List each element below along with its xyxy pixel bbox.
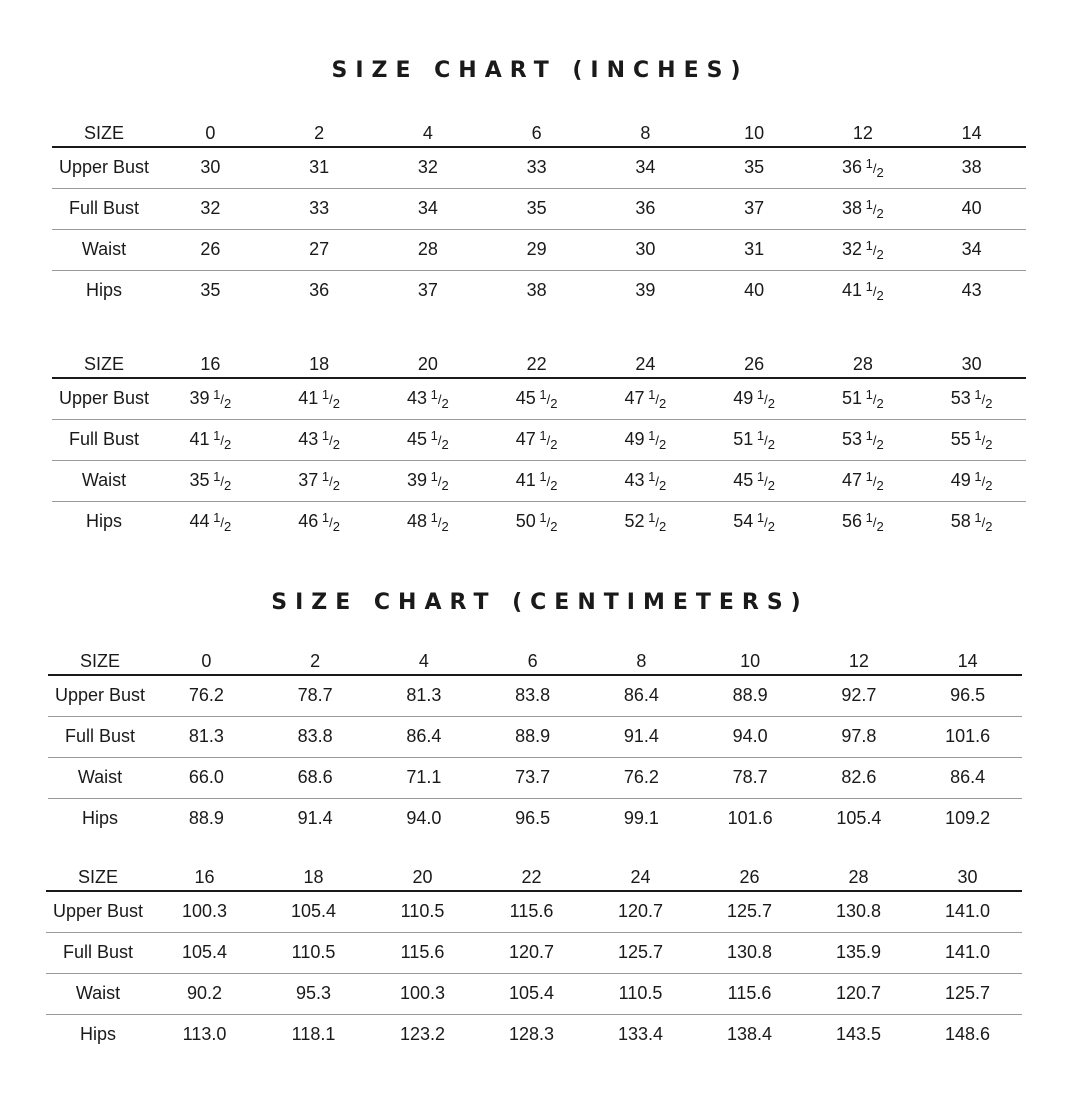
- measurement-value: 125.7: [617, 942, 664, 962]
- size-header: 8: [640, 123, 651, 143]
- table-row: [52, 501, 1026, 542]
- measurement-value: 86.4: [623, 685, 659, 706]
- measurement-value: 33: [309, 198, 330, 218]
- fraction: $^1/_2$: [974, 427, 993, 452]
- fraction: $^1/_2$: [865, 237, 884, 262]
- measurement-value: 109.2: [945, 808, 991, 829]
- measurement-value: 99.1: [623, 808, 659, 829]
- measurement-value: 88.9: [515, 726, 551, 746]
- size-header: 14: [957, 651, 978, 671]
- size-header: 12: [852, 123, 873, 143]
- fraction: $^1/_2$: [321, 468, 340, 493]
- measurement-value: 38: [526, 280, 547, 301]
- measurement-value: 58 $^1/_2$: [950, 509, 993, 534]
- table-row: [46, 891, 1022, 932]
- measurement-label: Upper Bust: [52, 901, 144, 922]
- measurement-value: 39: [635, 280, 656, 301]
- measurement-value: 49 $^1/_2$: [950, 468, 993, 493]
- measurement-value: 31: [309, 157, 330, 178]
- measurement-value: 45 $^1/_2$: [407, 427, 449, 452]
- size-table-cm-small: [48, 644, 1022, 839]
- measurement-value: 95.3: [295, 983, 332, 1003]
- fraction: $^1/_2$: [974, 468, 993, 493]
- size-header-label: SIZE: [79, 651, 120, 671]
- size-table-cm-large: [46, 860, 1022, 1055]
- measurement-value: 100.3: [181, 901, 228, 922]
- measurement-value: 83.8: [297, 726, 333, 746]
- measurement-value: 94.0: [406, 808, 442, 829]
- measurement-value: 37: [417, 280, 438, 301]
- fraction: $^1/_2$: [321, 386, 340, 411]
- fraction: $^1/_2$: [430, 427, 449, 452]
- table-row: [52, 460, 1026, 501]
- measurement-label: Full Bust: [68, 429, 140, 449]
- fraction: $^1/_2$: [865, 427, 884, 452]
- table-row: [52, 188, 1026, 229]
- measurement-value: 120.7: [617, 901, 664, 922]
- size-header: 8: [636, 651, 647, 671]
- fraction: $^1/_2$: [756, 427, 775, 452]
- table-row: [46, 973, 1022, 1014]
- measurement-value: 51 $^1/_2$: [733, 427, 775, 452]
- measurement-value: 78.7: [732, 767, 768, 787]
- fraction: $^1/_2$: [430, 386, 449, 411]
- measurement-label: Full Bust: [62, 942, 134, 962]
- size-header: 2: [310, 651, 321, 671]
- measurement-value: 45 $^1/_2$: [515, 386, 558, 411]
- measurement-value: 94.0: [732, 726, 768, 746]
- measurement-value: 88.9: [732, 685, 768, 706]
- measurement-value: 120.7: [835, 983, 882, 1003]
- fraction: $^1/_2$: [648, 386, 667, 411]
- measurement-value: 130.8: [835, 901, 882, 922]
- measurement-label: Upper Bust: [58, 388, 150, 409]
- measurement-value: 76.2: [188, 685, 224, 706]
- size-header: 24: [630, 867, 651, 887]
- table-row: [48, 675, 1022, 716]
- measurement-value: 141.0: [944, 942, 991, 962]
- measurement-value: 38: [961, 157, 982, 178]
- measurement-value: 81.3: [406, 685, 442, 706]
- measurement-value: 34: [635, 157, 656, 178]
- measurement-value: 31: [744, 239, 765, 259]
- table-header-row: [52, 347, 1026, 378]
- measurement-label: Hips: [85, 280, 122, 301]
- measurement-value: 128.3: [508, 1024, 555, 1045]
- fraction: $^1/_2$: [974, 386, 993, 411]
- measurement-value: 73.7: [515, 767, 551, 787]
- fraction: $^1/_2$: [974, 509, 993, 534]
- measurement-value: 68.6: [297, 767, 333, 787]
- measurement-label: Hips: [81, 808, 118, 829]
- measurement-value: 35: [744, 157, 765, 178]
- measurement-value: 28: [417, 239, 438, 259]
- size-header-label: SIZE: [83, 354, 124, 374]
- measurement-value: 33: [526, 157, 547, 178]
- measurement-value: 86.4: [950, 767, 986, 787]
- measurement-value: 44 $^1/_2$: [189, 509, 232, 534]
- size-header: 26: [744, 354, 765, 374]
- size-header: 6: [527, 651, 538, 671]
- fraction: $^1/_2$: [648, 427, 667, 452]
- fraction: $^1/_2$: [865, 155, 884, 180]
- measurement-value: 36 $^1/_2$: [842, 155, 884, 180]
- measurement-value: 133.4: [617, 1024, 664, 1045]
- measurement-value: 92.7: [841, 685, 877, 706]
- measurement-value: 41 $^1/_2$: [189, 427, 232, 452]
- size-header: 20: [417, 354, 438, 374]
- measurement-value: 115.6: [509, 901, 554, 922]
- measurement-value: 40: [961, 198, 982, 218]
- table-row: [52, 378, 1026, 419]
- measurement-value: 32: [200, 198, 221, 218]
- measurement-value: 105.4: [181, 942, 228, 962]
- table-row: [46, 932, 1022, 973]
- fraction: $^1/_2$: [430, 468, 449, 493]
- measurement-value: 51 $^1/_2$: [842, 386, 884, 411]
- table-row: [48, 716, 1022, 757]
- measurement-value: 36: [635, 198, 656, 218]
- measurement-value: 40: [744, 280, 765, 301]
- fraction: $^1/_2$: [865, 386, 884, 411]
- section-title-centimeters: SIZE CHART (CENTIMETERS): [271, 590, 809, 615]
- fraction: $^1/_2$: [539, 427, 558, 452]
- measurement-value: 41 $^1/_2$: [515, 468, 558, 493]
- measurement-value: 37 $^1/_2$: [298, 468, 340, 493]
- size-header: 16: [194, 867, 215, 887]
- table-header-row: [46, 860, 1022, 891]
- size-header-label: SIZE: [77, 867, 118, 887]
- measurement-value: 105.4: [290, 901, 337, 922]
- measurement-value: 138.4: [726, 1024, 773, 1045]
- measurement-value: 125.7: [944, 983, 991, 1003]
- size-header: 0: [201, 651, 212, 671]
- fraction: $^1/_2$: [539, 386, 558, 411]
- measurement-value: 26: [200, 239, 221, 259]
- measurement-value: 43 $^1/_2$: [624, 468, 667, 493]
- measurement-value: 47 $^1/_2$: [842, 468, 884, 493]
- measurement-label: Waist: [81, 239, 127, 259]
- measurement-value: 101.6: [727, 808, 773, 829]
- measurement-value: 135.9: [835, 942, 882, 962]
- fraction: $^1/_2$: [213, 427, 232, 452]
- measurement-value: 123.2: [399, 1024, 446, 1045]
- measurement-value: 56 $^1/_2$: [842, 509, 884, 534]
- fraction: $^1/_2$: [213, 509, 232, 534]
- size-header: 16: [200, 354, 221, 374]
- measurement-label: Hips: [79, 1024, 116, 1045]
- measurement-value: 53 $^1/_2$: [950, 386, 993, 411]
- measurement-value: 30: [635, 239, 656, 259]
- measurement-value: 96.5: [950, 685, 986, 706]
- size-header: 10: [744, 123, 765, 143]
- measurement-value: 34: [417, 198, 438, 218]
- size-header: 28: [852, 354, 873, 374]
- fraction: $^1/_2$: [865, 196, 884, 221]
- measurement-value: 91.4: [297, 808, 333, 829]
- measurement-value: 90.2: [186, 983, 223, 1003]
- table-row: [48, 798, 1022, 839]
- size-table-inches-small: [52, 116, 1026, 311]
- measurement-label: Hips: [85, 511, 122, 532]
- measurement-value: 120.7: [508, 942, 555, 962]
- measurement-value: 76.2: [623, 767, 659, 787]
- size-header: 6: [531, 123, 542, 143]
- measurement-value: 66.0: [188, 767, 224, 787]
- fraction: $^1/_2$: [539, 468, 558, 493]
- table-row: [48, 757, 1022, 798]
- table-header-row: [48, 644, 1022, 675]
- size-header: 2: [314, 123, 325, 143]
- measurement-value: 47 $^1/_2$: [515, 427, 558, 452]
- fraction: $^1/_2$: [756, 468, 775, 493]
- measurement-value: 35: [526, 198, 547, 218]
- measurement-label: Waist: [77, 767, 123, 787]
- measurement-value: 32: [417, 157, 438, 178]
- measurement-value: 113.0: [182, 1024, 227, 1045]
- table-row: [52, 270, 1026, 311]
- fraction: $^1/_2$: [213, 468, 232, 493]
- measurement-value: 49 $^1/_2$: [624, 427, 667, 452]
- fraction: $^1/_2$: [756, 386, 775, 411]
- measurement-label: Upper Bust: [58, 157, 150, 178]
- measurement-value: 118.1: [291, 1024, 336, 1045]
- size-header-label: SIZE: [83, 123, 124, 143]
- measurement-value: 50 $^1/_2$: [515, 509, 558, 534]
- measurement-value: 115.6: [727, 983, 772, 1003]
- size-header: 18: [303, 867, 324, 887]
- measurement-value: 37: [744, 198, 765, 218]
- measurement-value: 88.9: [188, 808, 224, 829]
- measurement-value: 45 $^1/_2$: [733, 468, 775, 493]
- size-header: 26: [739, 867, 760, 887]
- measurement-value: 55 $^1/_2$: [950, 427, 993, 452]
- measurement-value: 30: [200, 157, 221, 178]
- fraction: $^1/_2$: [865, 468, 884, 493]
- measurement-value: 101.6: [945, 726, 991, 746]
- measurement-value: 71.1: [406, 767, 442, 787]
- measurement-value: 100.3: [399, 983, 446, 1003]
- measurement-value: 46 $^1/_2$: [298, 509, 340, 534]
- size-header: 14: [961, 123, 982, 143]
- measurement-value: 96.5: [515, 808, 551, 829]
- size-header: 20: [412, 867, 433, 887]
- measurement-value: 110.5: [618, 983, 663, 1003]
- measurement-value: 41 $^1/_2$: [842, 278, 884, 303]
- fraction: $^1/_2$: [539, 509, 558, 534]
- table-row: [52, 147, 1026, 188]
- fraction: $^1/_2$: [213, 386, 232, 411]
- size-header: 4: [418, 651, 429, 671]
- measurement-value: 35: [200, 280, 221, 301]
- fraction: $^1/_2$: [321, 427, 340, 452]
- measurement-value: 143.5: [835, 1024, 882, 1045]
- measurement-value: 91.4: [623, 726, 659, 746]
- size-header: 18: [309, 354, 330, 374]
- measurement-value: 148.6: [944, 1024, 991, 1045]
- measurement-label: Upper Bust: [54, 685, 146, 706]
- measurement-value: 41 $^1/_2$: [298, 386, 340, 411]
- measurement-value: 83.8: [515, 685, 551, 706]
- size-header: 4: [422, 123, 433, 143]
- section-title-inches: SIZE CHART (INCHES): [331, 58, 749, 83]
- measurement-value: 38 $^1/_2$: [842, 196, 884, 221]
- fraction: $^1/_2$: [648, 468, 667, 493]
- table-row: [46, 1014, 1022, 1055]
- measurement-value: 125.7: [726, 901, 773, 922]
- measurement-value: 43 $^1/_2$: [407, 386, 449, 411]
- measurement-value: 81.3: [188, 726, 224, 746]
- measurement-value: 130.8: [726, 942, 773, 962]
- fraction: $^1/_2$: [648, 509, 667, 534]
- measurement-label: Full Bust: [64, 726, 136, 746]
- measurement-value: 82.6: [841, 767, 877, 787]
- size-header: 10: [740, 651, 761, 671]
- measurement-label: Full Bust: [68, 198, 140, 218]
- measurement-value: 141.0: [944, 901, 991, 922]
- measurement-value: 39 $^1/_2$: [189, 386, 232, 411]
- size-table-inches-large: [52, 347, 1026, 542]
- table-header-row: [52, 116, 1026, 147]
- size-header: 30: [961, 354, 982, 374]
- measurement-value: 32 $^1/_2$: [842, 237, 884, 262]
- measurement-value: 39 $^1/_2$: [407, 468, 449, 493]
- measurement-value: 105.4: [836, 808, 882, 829]
- fraction: $^1/_2$: [321, 509, 340, 534]
- measurement-value: 52 $^1/_2$: [624, 509, 667, 534]
- measurement-value: 54 $^1/_2$: [733, 509, 775, 534]
- measurement-label: Waist: [81, 470, 127, 490]
- size-header: 24: [635, 354, 656, 374]
- size-header: 22: [526, 354, 547, 374]
- measurement-value: 105.4: [508, 983, 555, 1003]
- measurement-value: 48 $^1/_2$: [407, 509, 449, 534]
- measurement-value: 29: [526, 239, 547, 259]
- measurement-value: 86.4: [406, 726, 442, 746]
- measurement-value: 53 $^1/_2$: [842, 427, 884, 452]
- measurement-value: 27: [309, 239, 330, 259]
- measurement-value: 35 $^1/_2$: [189, 468, 232, 493]
- size-header: 22: [521, 867, 542, 887]
- size-header: 12: [848, 651, 869, 671]
- size-header: 28: [848, 867, 869, 887]
- table-row: [52, 419, 1026, 460]
- size-header: 30: [957, 867, 978, 887]
- fraction: $^1/_2$: [865, 509, 884, 534]
- measurement-value: 34: [961, 239, 982, 259]
- size-header: 0: [205, 123, 216, 143]
- measurement-value: 110.5: [291, 942, 336, 962]
- measurement-value: 47 $^1/_2$: [624, 386, 667, 411]
- fraction: $^1/_2$: [865, 278, 884, 303]
- measurement-value: 36: [309, 280, 330, 301]
- measurement-value: 43 $^1/_2$: [298, 427, 340, 452]
- fraction: $^1/_2$: [430, 509, 449, 534]
- fraction: $^1/_2$: [756, 509, 775, 534]
- measurement-value: 78.7: [297, 685, 333, 706]
- measurement-value: 49 $^1/_2$: [733, 386, 775, 411]
- measurement-value: 115.6: [400, 942, 445, 962]
- table-row: [52, 229, 1026, 270]
- measurement-value: 43: [961, 280, 982, 301]
- measurement-value: 110.5: [400, 901, 445, 922]
- measurement-value: 97.8: [841, 726, 877, 746]
- measurement-label: Waist: [75, 983, 121, 1003]
